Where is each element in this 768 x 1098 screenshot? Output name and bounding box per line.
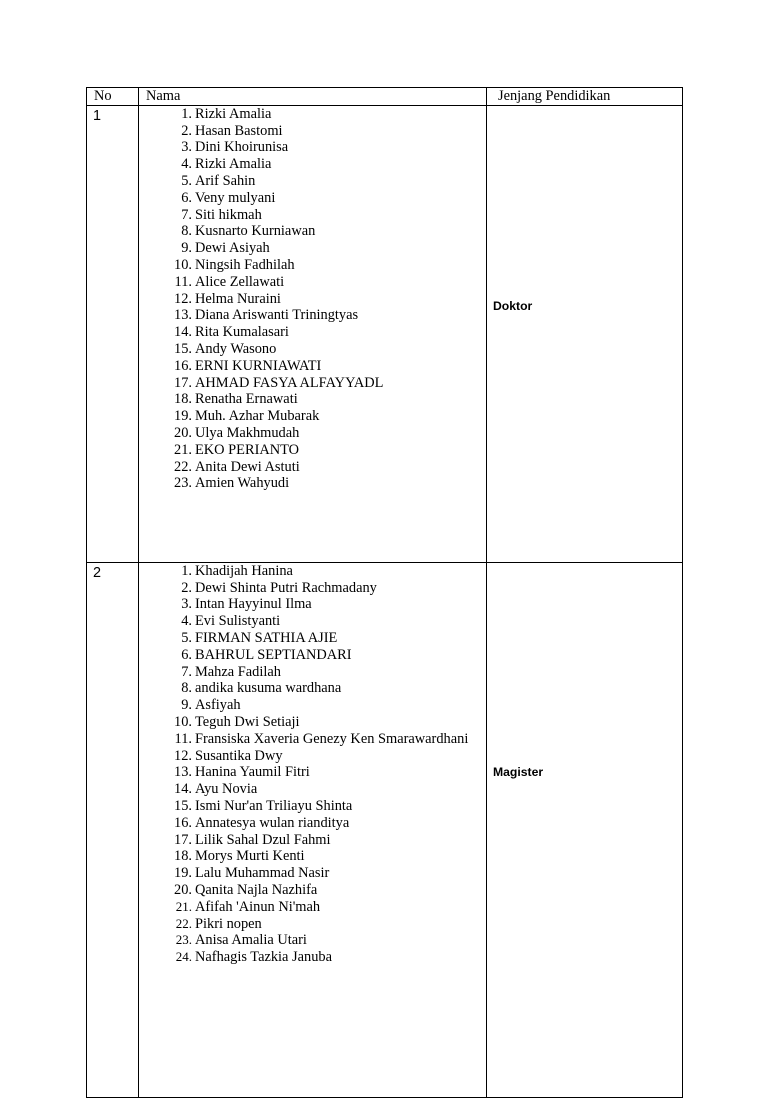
list-item-number: 20. [174,881,192,898]
table-row [87,562,683,1097]
list-item-name: Kusnarto Kurniawan [195,223,316,240]
list-item-number: 2. [181,579,192,596]
list-item [168,274,486,291]
list-item-name: Siti hikmah [195,206,262,223]
row-number: 2 [87,562,139,1097]
header-jenjang-pendidikan: Jenjang Pendidikan [487,88,683,106]
list-item-number: 15. [174,340,192,357]
list-item-name: BAHRUL SEPTIANDARI [195,646,352,663]
list-item [168,832,486,849]
list-item-number: 6. [181,646,192,663]
list-item [168,596,486,613]
list-item-name: Nafhagis Tazkia Januba [195,949,332,966]
list-item-number: 13. [174,764,192,781]
list-item-number: 9. [181,240,192,257]
list-item-name: Ayu Novia [195,781,258,798]
list-item-number: 14. [174,324,192,341]
list-item [168,916,486,933]
list-item-name: Lilik Sahal Dzul Fahmi [195,831,331,848]
list-item-name: Arif Sahin [195,172,256,189]
table-header-row [87,88,683,106]
list-item [168,781,486,798]
education-table [86,87,683,1098]
list-item [168,731,486,748]
list-item-number: 7. [181,206,192,223]
list-item [168,207,486,224]
name-cell [139,105,487,562]
list-item-name: Veny mulyani [195,189,276,206]
list-item [168,391,486,408]
list-item-number: 10. [174,256,192,273]
list-item-number: 16. [174,814,192,831]
list-item [168,375,486,392]
list-item [168,425,486,442]
list-item-name: Ulya Makhmudah [195,424,300,441]
list-item-name: FIRMAN SATHIA AJIE [195,629,338,646]
list-item [168,139,486,156]
list-item-name: Rizki Amalia [195,156,272,173]
name-cell [139,562,487,1097]
list-item-number: 21. [174,441,192,458]
list-item-number: 7. [181,663,192,680]
list-item-number: 8. [181,680,192,697]
list-item [168,459,486,476]
list-item [168,341,486,358]
list-item [168,764,486,781]
list-item-number: 2. [181,122,192,139]
list-item-name: Mahza Fadilah [195,663,281,680]
list-item-number: 24. [175,949,192,965]
list-item [168,714,486,731]
list-item [168,613,486,630]
list-item [168,580,486,597]
list-item [168,324,486,341]
list-item [168,223,486,240]
list-item [168,882,486,899]
list-item-number: 1. [181,105,192,122]
list-item-number: 8. [181,223,192,240]
list-item-number: 1. [181,562,192,579]
list-item-number: 15. [174,797,192,814]
list-item-number: 11. [174,273,192,290]
list-item-number: 5. [181,172,192,189]
list-item-name: Anita Dewi Astuti [195,458,300,475]
list-item [168,173,486,190]
list-item-name: Ningsih Fadhilah [195,256,295,273]
list-item-name: Lalu Muhammad Nasir [195,865,330,882]
list-item-number: 20. [174,424,192,441]
list-item-name: Renatha Ernawati [195,391,298,408]
list-item-name: Rizki Amalia [195,105,272,122]
list-item-number: 4. [181,613,192,630]
list-item-name: Teguh Dwi Setiaji [195,713,300,730]
list-item-number: 3. [181,596,192,613]
list-item-name: Dini Khoirunisa [195,139,289,156]
list-item-name: Qanita Najla Nazhifa [195,881,318,898]
list-item-number: 12. [174,290,192,307]
list-item [168,848,486,865]
list-item-name: Annatesya wulan rianditya [195,814,350,831]
list-item-number: 19. [174,408,192,425]
list-item-name: Muh. Azhar Mubarak [195,408,320,425]
level-cell [487,562,683,1097]
list-item-number: 22. [175,915,192,931]
list-item [168,748,486,765]
level-cell [487,105,683,562]
list-item-name: Pikri nopen [195,915,262,932]
list-item [168,106,486,123]
header-nama: Nama [139,88,487,106]
list-item [168,815,486,832]
list-item-name: Alice Zellawati [195,273,285,290]
list-item-number: 23. [175,932,192,948]
list-item [168,630,486,647]
list-item [168,156,486,173]
list-item-name: ERNI KURNIAWATI [195,357,322,374]
list-item [168,442,486,459]
list-item [168,307,486,324]
list-item [168,949,486,966]
list-item [168,798,486,815]
list-item-name: Intan Hayyinul Ilma [195,596,312,613]
list-item-number: 13. [174,307,192,324]
list-item-number: 6. [181,189,192,206]
name-list [139,563,486,966]
list-item-name: Afifah 'Ainun Ni'mah [195,898,321,915]
list-item-number: 9. [181,697,192,714]
list-item-number: 3. [181,139,192,156]
list-item-number: 16. [174,357,192,374]
list-item-number: 10. [174,713,192,730]
list-item-number: 12. [174,747,192,764]
list-item [168,190,486,207]
list-item-name: Diana Ariswanti Triningtyas [195,307,359,324]
list-item-number: 19. [174,865,192,882]
list-item-name: Rita Kumalasari [195,324,289,341]
header-no: No [87,88,139,106]
list-item-name: Hanina Yaumil Fitri [195,764,310,781]
list-item [168,664,486,681]
list-item-number: 14. [174,781,192,798]
list-item [168,408,486,425]
row-number: 1 [87,105,139,562]
list-item [168,680,486,697]
list-item-name: Amien Wahyudi [195,475,290,492]
list-item-name: Andy Wasono [195,340,277,357]
list-item-name: Asfiyah [195,697,241,714]
list-item-name: Hasan Bastomi [195,122,283,139]
list-item [168,697,486,714]
list-item [168,291,486,308]
list-item-number: 4. [181,156,192,173]
list-item [168,123,486,140]
name-list [139,106,486,492]
list-item [168,647,486,664]
list-item-name: Dewi Shinta Putri Rachmadany [195,579,377,596]
list-item-number: 18. [174,848,192,865]
list-item-name: Dewi Asiyah [195,240,270,257]
list-item-number: 21. [175,898,192,914]
list-item [168,240,486,257]
list-item-name: Helma Nuraini [195,290,281,307]
list-item-name: EKO PERIANTO [195,441,300,458]
list-item-name: AHMAD FASYA ALFAYYADL [195,374,384,391]
list-item [168,475,486,492]
list-item-name: Evi Sulistyanti [195,613,281,630]
table-row [87,105,683,562]
list-item-number: 17. [174,374,192,391]
list-item-number: 23. [174,475,192,492]
list-item-number: 18. [174,391,192,408]
list-item-name: Fransiska Xaveria Genezy Ken Smarawardhani [195,730,469,747]
list-item-number: 22. [174,458,192,475]
list-item-name: Anisa Amalia Utari [195,932,307,949]
education-level: Doktor [493,299,533,314]
list-item-name: Susantika Dwy [195,747,283,764]
list-item-name: Khadijah Hanina [195,562,293,579]
list-item-name: Morys Murti Kenti [195,848,305,865]
list-item [168,899,486,916]
list-item-number: 5. [181,629,192,646]
list-item [168,358,486,375]
list-item-name: Ismi Nur'an Triliayu Shinta [195,797,353,814]
list-item-number: 11. [174,730,192,747]
list-item [168,932,486,949]
list-item-number: 17. [174,831,192,848]
list-item [168,865,486,882]
list-item [168,257,486,274]
list-item [168,563,486,580]
education-level: Magister [493,765,544,780]
list-item-name: andika kusuma wardhana [195,680,342,697]
